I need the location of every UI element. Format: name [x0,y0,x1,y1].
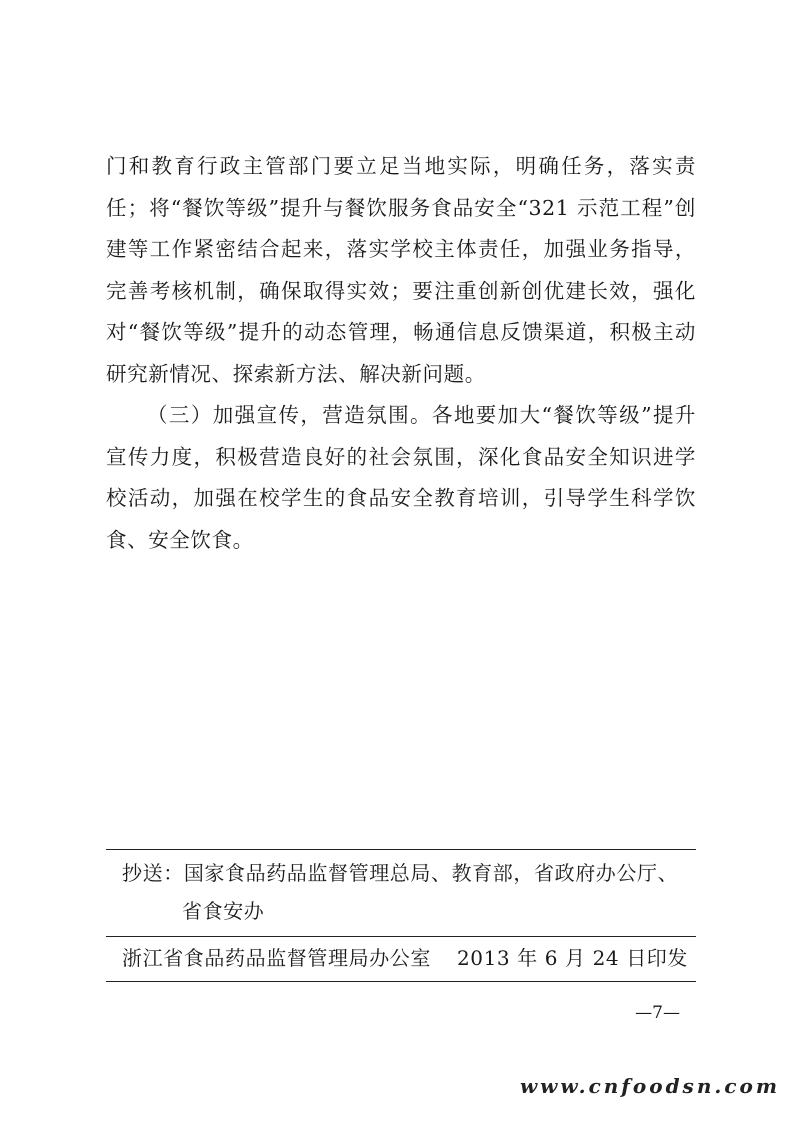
cc-recipients [106,850,696,936]
cc-label: 抄送： [122,861,184,885]
cc-recipients-line2: 省食安办 [182,899,265,923]
document-body [106,146,696,561]
paragraph-continued: 门和教育行政主管部门要立足当地实际，明确任务，落实责任；将“餐饮等级”提升与餐饮服务食品安全“321 示范工程”创建等工作紧密结合起来，落实学校主体责任，加强业务指导，完善考核机制，确保取得实效；要注重创新创优建长效，强化对“餐饮等级”提升的动态管理，畅通信息反馈渠道，积极主动研究新情况、探索新方法、解决新问题。 [106,154,696,386]
paragraph-publicity: （三）加强宣传，营造氛围。各地要加大“餐饮等级”提升宣传力度，积极营造良好的社会氛围，深化食品安全知识进学校活动，加强在校学生的食品安全教育培训，引导学生科学饮食、安全饮食。 [106,403,696,552]
cc-recipients-line1: 国家食品药品监督管理总局、教育部，省政府办公厅、 [183,861,679,885]
site-watermark: www.cnfoodsn.com [519,1074,780,1098]
issuer-line [106,936,696,982]
issue-date: 2013 年 6 月 24 日印发 [456,946,688,970]
issuing-office: 浙江省食品药品监督管理局办公室 [122,946,431,970]
page-number: —7— [635,1003,680,1023]
distribution-block [106,849,696,982]
